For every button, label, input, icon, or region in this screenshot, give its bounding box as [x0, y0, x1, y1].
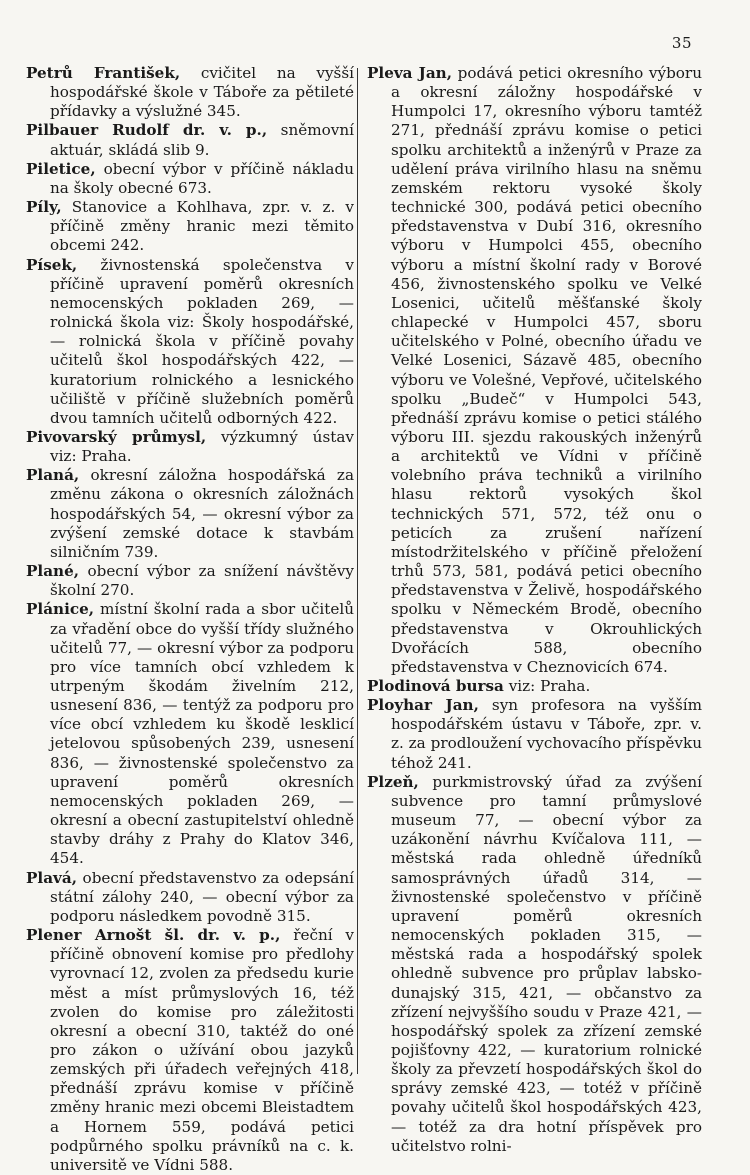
entry-text: okresní záložna hospodářská za změnu zákona o okresních záložnách hospodářských 54, — okresní výbor za zvýšení zemské dotace k stavbám silničním 739.	[50, 466, 354, 561]
entry-headword: Plavá,	[26, 868, 77, 887]
page-number: 35	[671, 34, 692, 52]
left-column	[26, 64, 354, 1175]
entry-text: purkmistrovský úřad za zvýšení subvence pro tamní průmyslové museum 77, — obecní výbor za uzákonění návrhu Kvíčalova 111, — městská rada ohledně úředníků samosprávných úřadů 314, — živnostenské společenstvo v příčině upravení poměrů okresních nemocenských pokladen 315, — městská rada a hospodářský spolek ohledně subvence pro průplav labsko-dunajský 315, 421, — občanstvo za zřízení nejvyššího soudu v Praze 421, — hospodářský spolek za zřízení zemské pojišťovny 422, — kuratorium rolnické školy za převzetí hospodářských škol do správy zemské 423, — totéž v příčině povahy učitelů škol hospodářských 423, — totéž za dra hotní příspěvek pro učitelstvo rolni-	[391, 772, 702, 1155]
entry-text: řeční v příčině obnovení komise pro předlohy vyrovnací 12, zvolen za předsedu kurie měst a míst průmyslových 16, též zvolen do komise pro záležitosti okresní a obecní 310, taktéž do oné pro zákon o užívání obou jazyků zemských při úřadech veřejných 418, přednáší zprávu komise v příčině změny hranic mezi obcemi Bleistadtem a Hornem 559, podává petici podpůrného spolku právníků na c. k. universitě ve Vídni 588.	[50, 926, 354, 1174]
right-column	[367, 64, 702, 1156]
entry-headword: Písek,	[26, 255, 78, 274]
index-entry	[26, 198, 354, 255]
entry-headword: Planá,	[26, 466, 80, 485]
index-entry	[26, 64, 354, 121]
index-entry	[26, 121, 354, 159]
entry-text: syn profesora na vyšším hospodářském ústavu v Táboře, zpr. v. z. za prodloužení vychovacího příspěvku téhož 241.	[391, 696, 702, 772]
index-entry	[26, 428, 354, 466]
entry-headword: Plánice,	[26, 600, 95, 619]
entry-text: podává petici okresního výboru a okresní záložny hospodářské v Humpolci 17, okresního výboru tamtéž 271, přednáší zprávu komise o petici spolku architektů a inženýrů v Praze za udělení práva virilního hlasu na sněmu zemském rektoru vysoké školy technické 300, podává petici obecního představenstva v Dubí 316, okresního výboru v Humpolci 455, obecního výboru a místní školní rady v Borové 456, živnostenského spolku ve Velké Losenici, učitelů měšťanské školy chlapecké v Humpolci 457, sboru učitelského v Polné, obecního úřadu ve Velké Losenici, Sázavě 485, obecního výboru ve Volešné, Vepřové, učitelského spolku „Budeč“ v Humpolci 543, přednáší zprávu komise o petici stálého výboru III. sjezdu rakouských inženýrů a architektů ve Vídni v příčině volebního práva techniků a virilního hlasu rektorů vysokých škol technických 571, 572, též onu o peticích za zrušení nařízení místodržitelského v příčině přeložení trhů 573, 581, podává petici obecního představenstva v Želivě, hospodářského spolku v Německém Brodě, obecního představenstva v Okrouhlických Dvořácích 588, obecního představenstva v Cheznovicích 674.	[391, 64, 702, 676]
entry-headword: Píly,	[26, 198, 62, 217]
entry-text: sněmovní aktuár, skládá slib 9.	[50, 121, 354, 159]
entry-headword: Plodinová bursa	[367, 677, 504, 695]
index-entry	[26, 160, 354, 198]
index-entry	[26, 926, 354, 1175]
entry-headword: Pleva Jan,	[367, 64, 452, 82]
column-divider	[357, 68, 358, 1074]
entry-headword: Petrů František,	[26, 64, 181, 82]
index-entry	[367, 677, 702, 696]
index-entry	[367, 696, 702, 773]
entry-text: obecní výbor za snížení návštěvy školní 270.	[50, 562, 354, 600]
index-entry	[26, 466, 354, 562]
entry-headword: Ployhar Jan,	[367, 696, 479, 715]
entry-text: obecní představenstvo za odepsání státní zálohy 240, — obecní výbor za podporu následkem povodně 315.	[50, 868, 354, 925]
index-entry	[26, 869, 354, 926]
entry-text: živnostenská společenstva v příčině upravení poměrů okresních nemocenských pokladen 269, — rolnická škola viz: Školy hospodářské, — rolnická škola v příčině povahy učitelů škol hospodářských 422, — kuratorium rolnického a lesnického učiliště v příčině služebních poměrů dvou tamních učitelů odborných 422.	[50, 255, 354, 427]
entry-text: místní školní rada a sbor učitelů za vřadění obce do vyšší třídy služného učitelů 77, — okresní výbor za podporu pro více tamních obcí vzhledem k utrpeným škodám živelním 212, usnesení 836, — tentýž za podporu pro více obcí vzhledem ku škodě lesklicí jetelovou spůsobených 239, usnesení 836, — živnostenské společenstvo za upravení poměrů okresních nemocenských pokladen 269, — okresní a obecní zastupitelství ohledně stavby dráhy z Prahy do Klatov 346, 454.	[50, 600, 354, 868]
entry-headword: Pivovarský průmysl,	[26, 427, 207, 446]
index-entry	[26, 600, 354, 868]
entry-headword: Piletice,	[26, 159, 96, 178]
entry-text: obecní výbor v příčině nákladu na školy obecné 673.	[50, 159, 354, 197]
entry-text: viz: Praha.	[503, 677, 591, 695]
entry-headword: Plzeň,	[367, 772, 419, 791]
entry-text: cvičitel na vyšší hospodářské škole v Táboře za pětileté přídavky a výslužné 345.	[50, 64, 354, 121]
entry-headword: Pilbauer Rudolf dr. v. p.,	[26, 121, 268, 140]
entry-text: Stanovice a Kohlhava, zpr. v. z. v příčině změny hranic mezi těmito obcemi 242.	[50, 198, 354, 255]
index-entry	[367, 64, 702, 677]
entry-headword: Plané,	[26, 562, 80, 581]
index-entry	[26, 562, 354, 600]
index-entry	[367, 773, 702, 1156]
entry-text: výzkumný ústav viz: Praha.	[50, 427, 354, 466]
entry-headword: Plener Arnošt šl. dr. v. p.,	[26, 926, 281, 945]
index-entry	[26, 256, 354, 428]
